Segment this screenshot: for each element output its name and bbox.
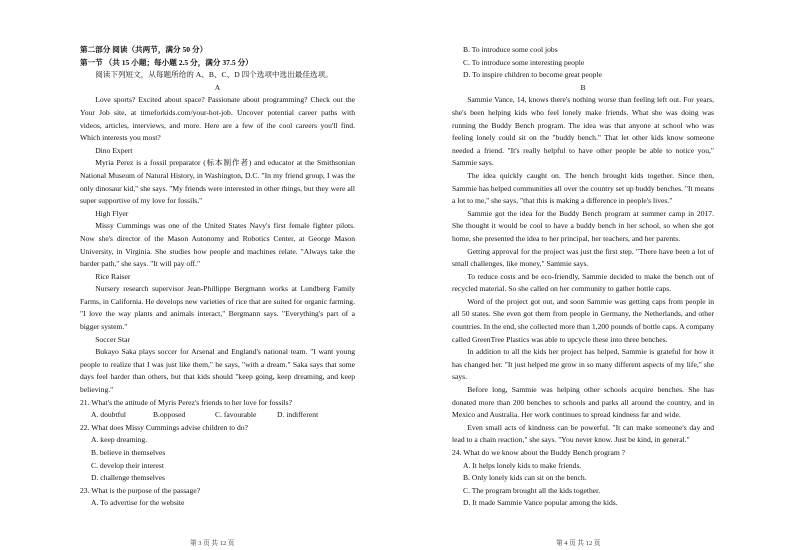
question-21-options <box>80 409 355 422</box>
option: C. The program brought all the kids together. <box>463 485 601 495</box>
paragraph: Sammie got the idea for the Buddy Bench program at summer camp in 2017. She thought it would be cool to have a buddy bench in her school, so when she got home, she presented the idea to her principal, her teachers, and her parents. <box>452 208 714 243</box>
question-24: 24. What do we know about the Buddy Bench program ? <box>452 448 626 457</box>
passage-b-label: B <box>580 82 586 92</box>
paragraph: Dino Expert <box>95 145 133 155</box>
option: B. Only lonely kids can sit on the bench. <box>463 473 587 483</box>
paragraph: High Flyer <box>95 208 129 218</box>
paragraph: Myria Perez is a fossil preparator (标本制作者) and educator at the Smithsonian National Museum of Natural History, in Washington, D.C. "In my friend group, I was the only dinosaur kid," she says. "My friends were interested in other things, but they were all super supportive of my love for fossils." <box>80 158 355 206</box>
option: A. doubtful <box>91 410 127 420</box>
question-23: 23. What is the purpose of the passage? <box>80 485 201 495</box>
paragraph: Nursery research supervisor Jean-Phillippe Bergmann works at Lundberg Family Farms, in California. He develops new varieties of rice that are suited for organic farming. "I love the way plants and animals interact," Bergmann says. "Everything's part of a bigger system." <box>80 284 355 332</box>
right-column <box>452 44 714 510</box>
paragraph: The idea quickly caught on. The bench brought kids together. Since then, Sammie has helped communities all over the country set up buddy benches. "It means a lot to me," she says, "that this is making a difference in people's lives." <box>452 170 714 206</box>
paragraph: Rice Raiser <box>95 271 131 281</box>
paragraph: To reduce costs and be eco-friendly, Sammie decided to make the bench out of recycled material. So she called on her community to gather bottle caps. <box>452 271 714 294</box>
paragraph: Even small acts of kindness can be powerful. "It can make someone's day and lead to a chain reaction," she says. "You never know. Just be kind, in general." <box>452 422 714 445</box>
option: D. To inspire children to become great people <box>463 70 602 80</box>
option: A. It helps lonely kids to make friends. <box>463 460 582 470</box>
option: B.opposed <box>153 410 186 420</box>
paragraph: Bukayo Saka plays soccer for Arsenal and England's national team. "I want young people to realize that I was just like them," he says, "with a dream." Saka says that some days feel harder than others, but that kids should "keep going, keep dreaming, and keep believing." <box>80 347 355 395</box>
option: C. To introduce some interesting people <box>463 57 585 67</box>
passage-a-label: A <box>214 82 221 92</box>
option: B. To introduce some cool jobs <box>463 45 558 54</box>
page-number-right: 第 4 页 共 12 页 <box>556 540 601 547</box>
option: A. keep dreaming. <box>91 435 148 445</box>
option: A. To advertise for the website <box>91 498 185 508</box>
paragraph: Soccer Star <box>95 334 130 344</box>
option: B. believe in themselves <box>91 448 166 457</box>
paragraph: Love sports? Excited about space? Passionate about programming? Check out the Your Job site, at timeforkids.com/your-hot-job. Uncover potential career paths with videos, articles, interviews, and more. Here are a few of the cool careers you'll find. Which interests you most? <box>80 95 355 143</box>
section-title: 第二部分 阅读（共两节，满分 50 分） <box>80 45 208 54</box>
subsection-title: 第一节 （共 15 小题；每小题 2.5 分，满分 37.5 分） <box>80 57 253 67</box>
left-column <box>80 44 355 510</box>
paragraph: In addition to all the kids her project has helped, Sammie is grateful for how it has changed her. "It just helped me grow in so many different aspects of my life," she says. <box>452 347 714 382</box>
paragraph: Sammie Vance, 14, knows there's nothing worse than feeling left out. For years, she's been helping kids who feel lonely make friends. What she was doing was running the Buddy Bench program. The idea was that anyone at school who was feeling lonely could sit on the "buddy bench." That let other kids know someone needed a friend. "It's really helpful to have other people be able to notice you," Sammie says. <box>452 95 714 168</box>
paragraph: Getting approval for the project was just the first step. "There have been a lot of small challenges, like money," Sammie says. <box>452 246 714 269</box>
option: C. develop their interest <box>91 460 164 470</box>
option: C. favourable <box>215 410 257 420</box>
question-22: 22. What does Missy Cummings advise children to do? <box>80 422 248 432</box>
option: D. It made Sammie Vance popular among the kids. <box>463 498 618 508</box>
question-21: 21. What's the attitude of Myris Perez's friends to her love for fossils? <box>80 397 293 407</box>
option: D. indifferent <box>277 410 319 420</box>
instructions: 阅读下列短文，从每题所给的 A、B、C、D 四个选项中选出最佳选项。 <box>95 70 333 80</box>
page-number-left: 第 3 页 共 12 页 <box>190 540 235 547</box>
paragraph: Missy Cummings was one of the United States Navy's first female fighter pilots. Now she's director of the Mason Autonomy and Robotics Center, at George Mason University, in Virginia. She studies how people and machines relate. "Always take the harder path," she says. "It will pay off." <box>80 221 355 269</box>
paragraph: Before long, Sammie was helping other schools acquire benches. She has donated more than 200 benches to schools and parks all around the country, and in Mexico and Australia. Her work continues to spread kindness far and wide. <box>452 385 714 420</box>
option: D. challenge themselves <box>91 473 166 483</box>
passage-b <box>452 94 714 447</box>
passage-a <box>80 94 355 396</box>
paragraph: Word of the project got out, and soon Sammie was getting caps from people in all 50 states. She even got them from people in Germany, the Netherlands, and other countries. In the end, she collected more than 1,200 pounds of bottle caps. A company called GreenTree Plastics was able to upcycle these into three benches. <box>452 296 714 344</box>
